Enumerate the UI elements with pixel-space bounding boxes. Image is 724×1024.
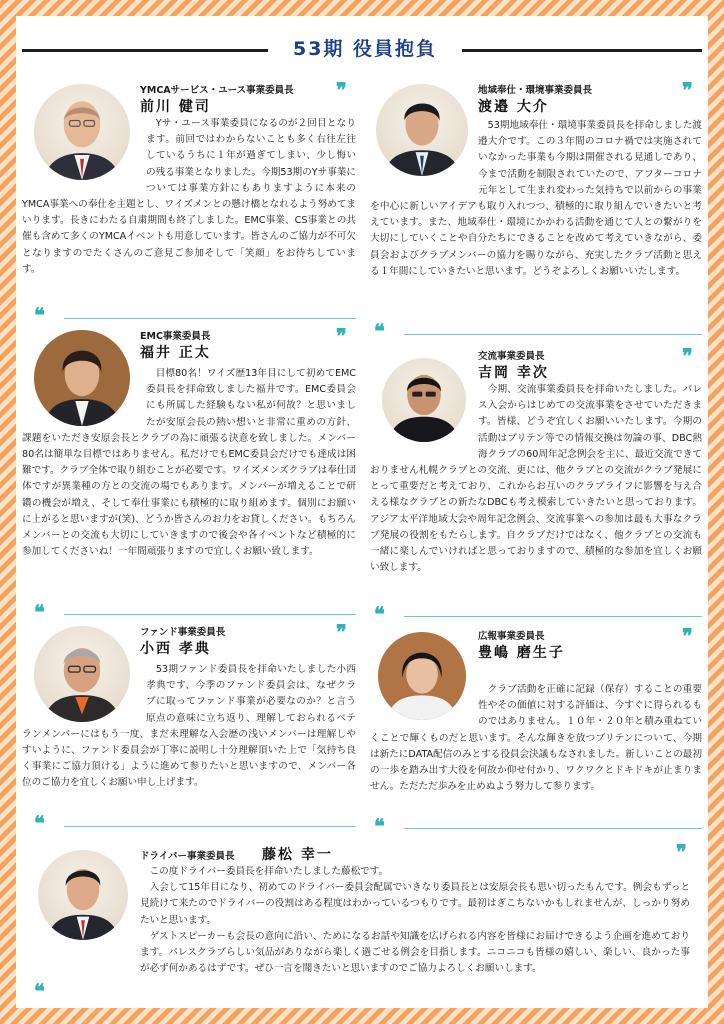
quote-open-icon: ❝: [34, 303, 45, 327]
section-konishi: [16, 618, 356, 818]
quote-close-icon: ❞: [336, 78, 347, 102]
paragraph: この度ドライバー委員長を拝命いたしました藤松です。: [140, 866, 389, 877]
section-text: クラブ活動を正確に記録（保存）することの重要性やその価値に対する評価は、今すぐに得られるものではありません。１０年・２０年と積み重ねていくことで輝くものだと思います。そんな輝きを放つブリテンについて、今期は新たにDATA配信のみとする役員会決議もなされました。新しいことの最初の一歩を踏み出す大役を何故か仰せ付かり、ワクワクとドキドキが止まりません。ただただ歩みを止めぬよう努力して参ります。: [370, 684, 702, 793]
quote-close-icon: ❞: [682, 78, 693, 102]
section-divider: [404, 616, 702, 617]
section-text: 53期ファンド委員長を拝命いたしました小西孝典です、今季のファンド委員会は、なぜクラブに取ってファンド事業が必要なのか？と言う原点の意味に立ち返り、理解しておられるベテランメンバーにはもう一度、まだ未理解な入会歴の浅いメンバーは理解しやすいように、ファンド委員会が丁寧に説明し十分理解頂いた上で「気持ち良く事業にご協力頂ける」ように進めて参りたいと思いますので、メンバー各位のご協力を宜しくお願い申し上げます。: [22, 664, 356, 789]
section-text: [140, 864, 690, 977]
title-rule-right: [462, 49, 702, 52]
quote-close-icon: ❞: [336, 620, 347, 644]
role-label: ファンド事業委員長: [140, 627, 226, 638]
page: [16, 16, 708, 1008]
role-label: YMCAサービス・ユース事業委員長: [140, 85, 294, 96]
role-label: ドライバー事業委員長: [140, 851, 235, 862]
section-toyoshima: [370, 622, 702, 822]
person-name: 渡邉 大介: [478, 99, 549, 115]
quote-close-icon: ❞: [336, 324, 347, 348]
section-text: 53期地域奉仕・環境事業委員長を拝命しました渡邉大介です。この３年間のコロナ禍では実施されていなかった事業も今期は開催される見通しであり、今まで活動を制限されていたので、アフターコロナ元年として生まれ変わった気持ちで以前からの事業を中心に新しいアイデアも取り入れつつ、積極的に取り組んでいきたいと考えています。また、地域奉仕・環境にかかわる活動を通じて人との繋がりを大切にしていくことや自分たちにできることを改めて考えていきながら、委員会およびクラブメンバーの協力を賜りながら、充実したクラブ活動と思える１年間にしていきたいと思います。どうぞよろしくお願いいたします。: [370, 120, 702, 277]
person-name: 小西 孝典: [140, 641, 211, 657]
section-text: Yサ・ユース事業委員になるのが２回目となります。前回ではわからないことも多く右往左往しているうちに１年が過ぎてしまい、少し悔いの残る事業となりました。今期53期のYサ事業については事業方針にもありますように本来のYMCA事業への奉仕を主題とし、ワイズメンとの懸け橋となれるよう努めてまいります。長きにわたる自粛期間も終了しました。EMC事業、CS事業との共催も含めて多くのYMCAイベントも用意しています。皆さんのご協力が不可欠となりますのでたくさんのご意見ご参加そして「笑顔」をお待ちしています。: [22, 118, 357, 275]
quote-open-icon: ❝: [34, 979, 45, 1003]
person-name: 吉岡 幸次: [478, 365, 549, 381]
role-label: 地域奉仕・環境事業委員長: [478, 85, 593, 96]
portrait-fujimatsu: [38, 850, 128, 940]
page-title: 53期 役員抱負: [292, 38, 438, 60]
person-name: 福井 正太: [140, 345, 211, 361]
quote-close-icon: ❞: [682, 624, 693, 648]
quote-open-icon: ❝: [34, 811, 45, 835]
role-label: EMC事業委員長: [140, 331, 211, 342]
quote-close-icon: ❞: [676, 840, 687, 864]
person-name: 前川 健司: [140, 99, 211, 115]
page-header: [16, 34, 708, 66]
section-divider: [64, 614, 356, 615]
section-watanabe: [370, 78, 702, 338]
section-text: 今期、交流事業委員長を拝命いたしました。パレス入会からはじめての交流事業をさせていただきます。皆様、どうぞ宜しくお願いいたします。今期の活動はブリテン等での情報交換は勿論の事、DBC熱海クラブの60周年記念例会を主に、最近交流できておりません札幌クラブとの交流、更には、他クラブとの交流がクラブ発展にとって重要だと考えており、これからお互いのクラブライフに影響を与え合える様なクラブとの新たなDBCも考え模索していきたいと思っております。アジア太平洋地域大会や周年記念例会、交流事業への参加は最も大事なクラブ発展の役割をもたらします。自クラブだけではなく、他クラブとの交流も一緒に楽しんでいければと思っておりますので、積極的な参加を宜しくお願い致します。: [370, 384, 702, 574]
section-divider: [64, 318, 356, 319]
paragraph: ゲストスピーカーも会長の意向に沿い、ためになるお話や知識を広げられる内容を皆様にお届けできるよう企画を進めております。パレスクラブらしい気品がありながら楽しく過ごせる例会を目指します。ニコニコも皆様の嬉しい、楽しい、良かった事が必ず何かあるはずです。ぜひ一言を聞きたいと思いますのでご協力よろしくお願いします。: [140, 930, 690, 975]
section-text: 目標80名！ワイズ歴13年目にして初めてEMC委員長を拝命致しました福井です。EMC委員会にも所属した経験もない私が何故？と思いましたが安原会長の熱い想いと非常に重めの方針、課題をいただき安原会長とクラブの為に頑張る決意を致しました。メンバー 80名は簡単な目標ではありません。私だけでもEMC委員会だけでも達成は困難です。クラブ全体で取り組むことが必要です。ワイズメンズクラブは奉仕団体ですが異業種の方との交流の場でもあります。メンバーが増えることで研鑽の機会が増え、そして奉仕事業にも積極的に取り組めます。個別にお願いに上がると思いますが(笑)、どうか皆さんのお力をお貸しください。もちろんメンバーとの交流も大切にしていきますので後会や各イベントなど積極的に参加してくださいね！一年間頑張りますので宜しくお願い致します。: [22, 368, 356, 558]
quote-open-icon: ❝: [34, 600, 45, 624]
role-label: 交流事業委員長: [478, 351, 545, 362]
section-yoshioka: [370, 342, 702, 602]
title-rule-left: [22, 49, 268, 52]
person-name: 藤松 幸一: [262, 847, 333, 863]
quote-close-icon: ❞: [682, 344, 693, 368]
portrait-photo: [38, 850, 128, 940]
section-divider: [404, 334, 702, 335]
person-name: 豊嶋 磨生子: [478, 645, 565, 661]
section-fujimatsu: [16, 840, 708, 1008]
quote-open-icon: ❝: [374, 319, 385, 343]
section-divider: [404, 828, 702, 829]
section-fukui: [16, 322, 356, 614]
section-divider: [64, 826, 356, 827]
quote-open-icon: ❝: [374, 602, 385, 626]
paragraph: 入会して15年目になり、初めてのドライバー委員会配属でいきなり委員長とは安原会長も思い切ったもんです。例会もずっと見続けて来たのでドライバーの役割はある程度はわかっているつもりです。最初はぎこちないかもしれませんが、しっかり努めたいと思います。: [140, 882, 690, 926]
quote-open-icon: ❝: [374, 814, 385, 838]
role-label: 広報事業委員長: [478, 631, 545, 642]
section-maekawa: [16, 78, 356, 318]
